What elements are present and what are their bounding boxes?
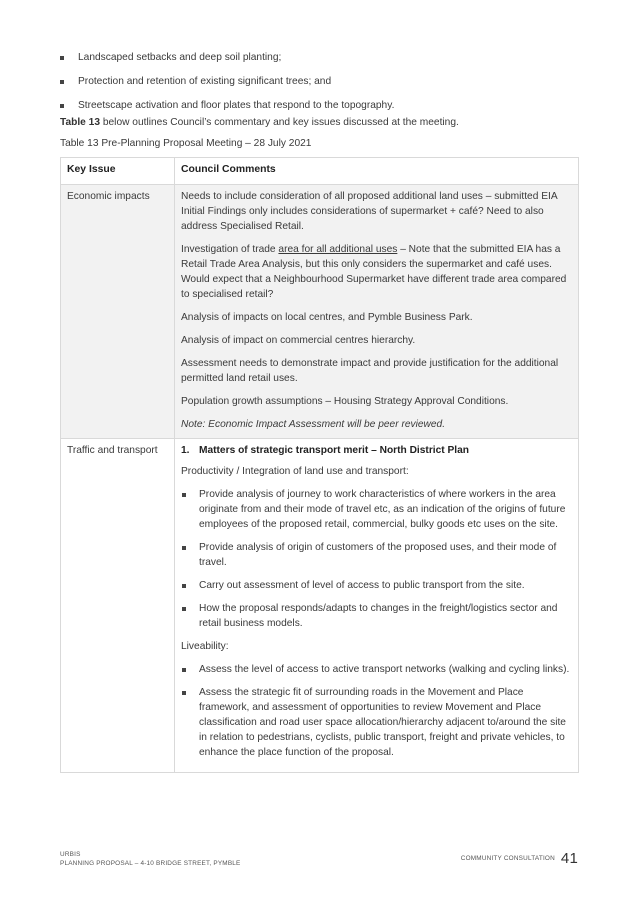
bullet-icon — [182, 607, 186, 611]
list-text: Provide analysis of origin of customers of the proposed uses, and their mode of travel. — [199, 542, 557, 568]
bullet-icon — [182, 546, 186, 550]
comment-paragraph: Analysis of impacts on local centres, and Pymble Business Park. — [181, 312, 473, 323]
comment-paragraph: Population growth assumptions – Housing Strategy Approval Conditions. — [181, 396, 509, 407]
bullet-icon — [182, 493, 186, 497]
bullet-icon — [182, 691, 186, 695]
key-issue-cell: Traffic and transport — [61, 439, 175, 773]
bullet-item — [58, 50, 578, 74]
list-text: Provide analysis of journey to work characteristics of where workers in the area originate from and their mode of travel etc, as an indication of the origins of future employees of the proposed retail, commercial, bulky goods etc uses on the site. — [199, 489, 566, 530]
list-item — [181, 685, 572, 760]
table-reference: Table 13 — [60, 117, 101, 128]
review-note: Note: Economic Impact Assessment will be peer reviewed. — [181, 419, 446, 430]
footer-right — [461, 850, 578, 867]
bullet-list — [58, 50, 578, 122]
list-text: Assess the level of access to active transport networks (walking and cycling links). — [199, 664, 570, 675]
meeting-table — [60, 157, 579, 773]
list-item — [181, 601, 572, 631]
comment-text: Investigation of trade — [181, 244, 279, 255]
bullet-text: Landscaped setbacks and deep soil planting; — [78, 52, 282, 63]
intro-paragraph — [60, 115, 459, 131]
bullet-text: Streetscape activation and floor plates that respond to the topography. — [78, 100, 395, 111]
subheading: Productivity / Integration of land use and transport: — [181, 466, 409, 477]
intro-text: below outlines Council’s commentary and key issues discussed at the meeting. — [100, 117, 459, 128]
heading-number: 1. — [181, 445, 190, 456]
list-text: Assess the strategic fit of surrounding roads in the Movement and Place framework, and assessment of opportunities to review Movement and Place classification and road user space allocation/hierarchy adjacent to/around the site in relation to pedestrians, cyclists, public transport, freight and private vehicles, to enhance the place function of the proposal. — [199, 687, 566, 758]
footer-org: URBIS — [60, 851, 81, 858]
list-text: Carry out assessment of level of access to public transport from the site. — [199, 580, 525, 591]
bullet-text: Protection and retention of existing significant trees; and — [78, 76, 332, 87]
numbered-heading — [181, 443, 572, 458]
header-key-issue: Key Issue — [61, 158, 175, 185]
bullet-item — [58, 74, 578, 98]
comment-paragraph: Assessment needs to demonstrate impact and provide justification for the additional permitted land retail uses. — [181, 358, 559, 384]
bullet-icon — [60, 56, 64, 60]
bullet-list — [181, 662, 572, 760]
table-row — [61, 439, 579, 773]
table-header-row — [61, 158, 579, 185]
comment-paragraph: Analysis of impact on commercial centres hierarchy. — [181, 335, 416, 346]
list-item — [181, 540, 572, 570]
bullet-icon — [182, 668, 186, 672]
bullet-icon — [60, 104, 64, 108]
table-caption: Table 13 Pre-Planning Proposal Meeting – 28 July 2021 — [60, 138, 312, 149]
page-number: 41 — [560, 850, 578, 867]
footer-document-title: PLANNING PROPOSAL – 4-10 BRIDGE STREET, PYMBLE — [60, 860, 241, 867]
underlined-text: area for all additional uses — [278, 244, 398, 255]
comment-text: – Note that the submitted EIA has a Retail Trade Area Analysis, but this only considers the supermarket and café uses. Would expect that a Neighbourhood Supermarket have different trade area compared to specialised retail? — [181, 244, 567, 300]
list-item — [181, 578, 572, 593]
footer-left — [60, 850, 241, 868]
footer-section: COMMUNITY CONSULTATION — [460, 855, 555, 862]
list-text: How the proposal responds/adapts to changes in the freight/logistics sector and retail business models. — [199, 603, 558, 629]
bullet-list — [181, 487, 572, 631]
bullet-icon — [182, 584, 186, 588]
key-issue-cell: Economic impacts — [61, 185, 175, 439]
subheading: Liveability: — [181, 641, 229, 652]
heading-text: Matters of strategic transport merit – North District Plan — [199, 445, 470, 456]
comments-cell — [175, 185, 579, 439]
header-council-comments: Council Comments — [175, 158, 579, 185]
bullet-icon — [60, 80, 64, 84]
comment-paragraph: Needs to include consideration of all proposed additional land uses – submitted EIA Initial Findings only includes considerations of supermarket + café? Need to also address Specialised Retail. — [181, 191, 558, 232]
list-item — [181, 487, 572, 532]
list-item — [181, 662, 572, 677]
comment-paragraph — [181, 242, 572, 302]
comments-cell — [175, 439, 579, 773]
table-row — [61, 185, 579, 439]
